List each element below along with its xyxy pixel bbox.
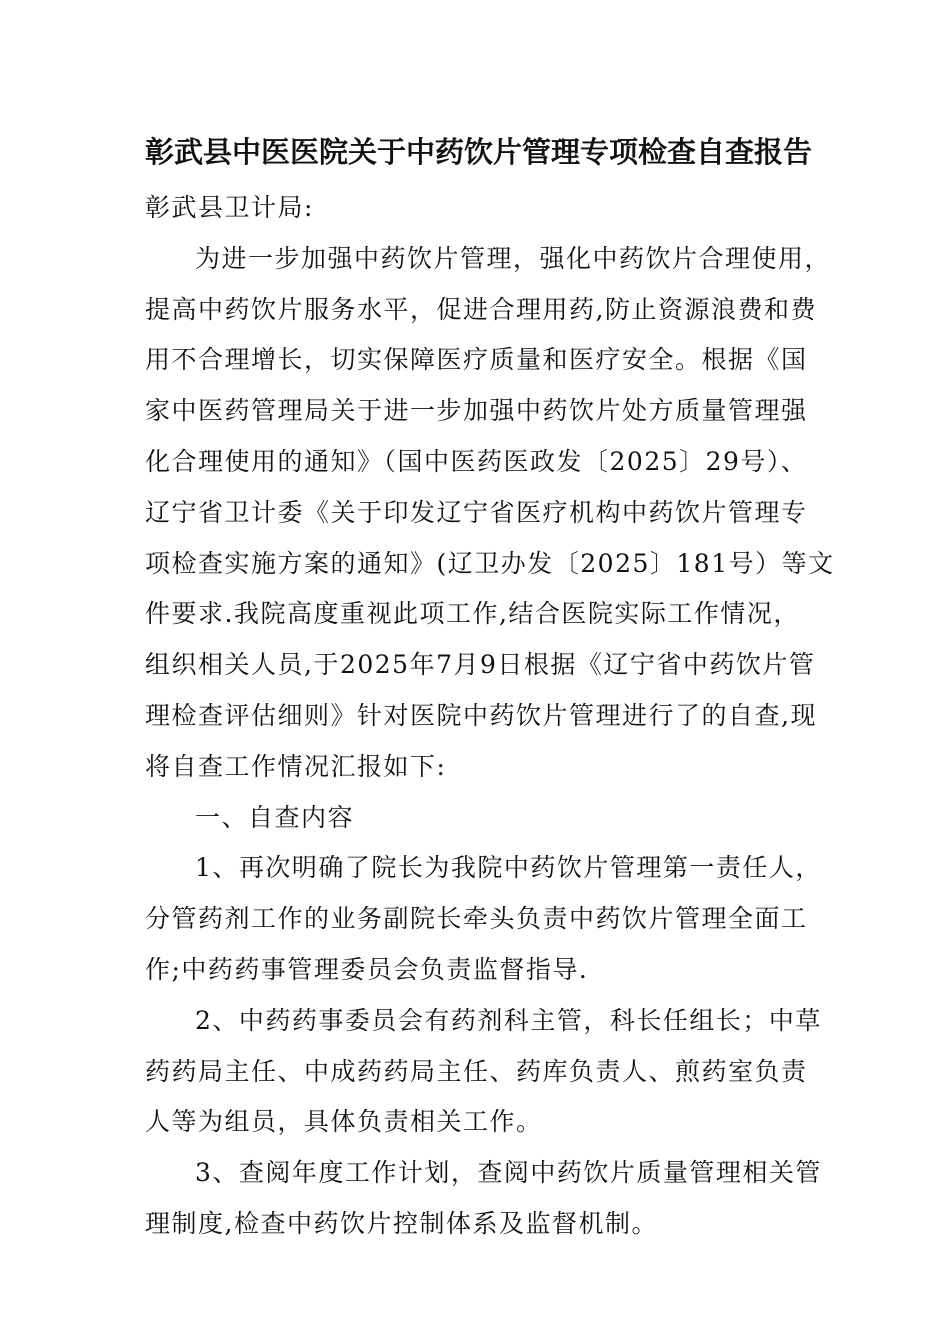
- item-line: 分管药剂工作的业务副院长牵头负责中药饮片管理全面工: [145, 904, 808, 934]
- intro-line: 用不合理增长，切实保障医疗质量和医疗安全。根据《国: [145, 345, 808, 375]
- intro-line: 为进一步加强中药饮片管理，强化中药饮片合理使用，: [195, 243, 832, 273]
- item-line: 作;中药药事管理委员会负责监督指导.: [145, 954, 589, 984]
- item-line: 药药局主任、中成药药局主任、药库负责人、煎药室负责: [145, 1056, 808, 1086]
- intro-line: 提高中药饮片服务水平，促进合理用药,防止资源浪费和费: [145, 294, 817, 324]
- intro-line: 化合理使用的通知》（国中医药医政发〔2025〕29号）、: [145, 446, 808, 476]
- document-title: 彰武县中医医院关于中药饮片管理专项检查自查报告: [145, 135, 813, 169]
- intro-line: 将自查工作情况汇报如下:: [145, 751, 447, 781]
- intro-line: 辽宁省卫计委《关于印发辽宁省医疗机构中药饮片管理专: [145, 497, 808, 527]
- intro-paragraph: [145, 234, 835, 793]
- item-line: 1、再次明确了院长为我院中药饮片管理第一责任人，: [195, 853, 822, 883]
- salutation: 彰武县卫计局:: [145, 193, 314, 222]
- item-3-paragraph: [145, 1148, 835, 1250]
- document-body: [145, 183, 835, 1250]
- item-line: 2、中药药事委员会有药剂科主管，科长任组长；中草: [195, 1005, 822, 1035]
- item-1-paragraph: [145, 843, 835, 995]
- item-2-paragraph: [145, 996, 835, 1148]
- intro-line: 组织相关人员,于2025年7月9日根据《辽宁省中药饮片管: [145, 650, 816, 680]
- intro-line: 项检查实施方案的通知》(辽卫办发〔2025〕181号）等文: [145, 548, 835, 578]
- intro-line: 家中医药管理局关于进一步加强中药饮片处方质量管理强: [145, 396, 808, 426]
- section-heading: 一、自查内容: [195, 802, 355, 832]
- intro-line: 件要求.我院高度重视此项工作,结合医院实际工作情况，: [145, 599, 800, 629]
- intro-line: 理检查评估细则》针对医院中药饮片管理进行了的自查,现: [145, 700, 817, 730]
- item-line: 人等为组员，具体负责相关工作。: [145, 1107, 543, 1137]
- item-line: 3、查阅年度工作计划，查阅中药饮片质量管理相关管: [195, 1158, 822, 1188]
- item-line: 理制度,检查中药饮片控制体系及监督机制。: [145, 1208, 658, 1238]
